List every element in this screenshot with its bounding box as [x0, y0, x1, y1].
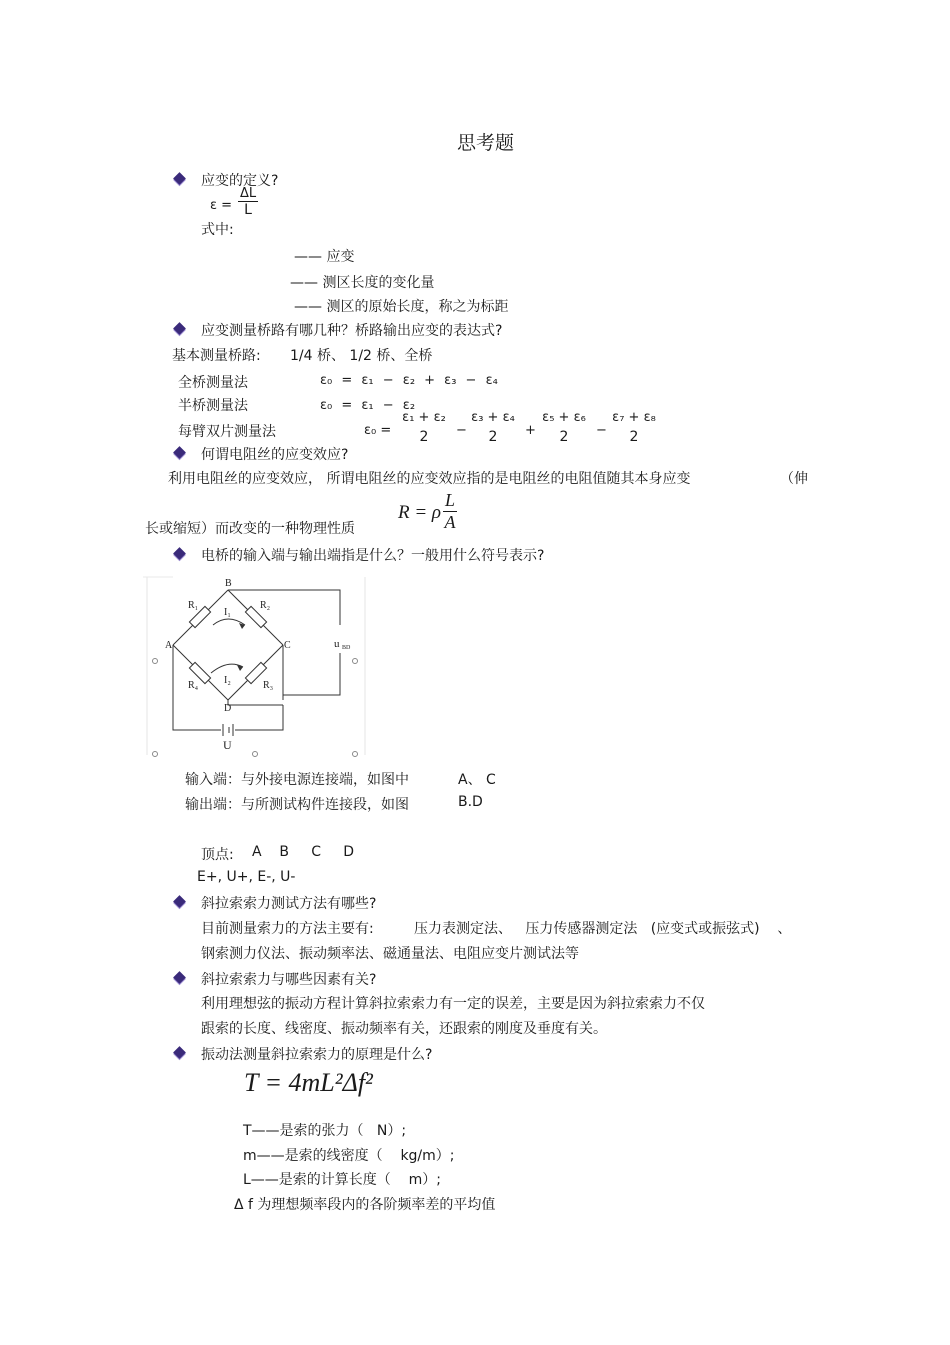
q4-vertex-label: 顶点:: [201, 847, 234, 863]
q1-fraction: [238, 186, 258, 218]
frame-handle-icon: [153, 659, 158, 664]
q1-def-1: —— 应变: [294, 249, 355, 265]
q3-numerator: L: [445, 490, 456, 510]
q1-question: 应变的定义?: [201, 173, 279, 189]
frame-handle-icon: [253, 752, 258, 757]
q2-term-numerator: ε₇ + ε₈: [612, 410, 656, 425]
q3-answer-open: （伸: [780, 471, 808, 487]
q2-full-formula: ε₀ = ε₁ − ε₂ + ε₃ − ε₄: [320, 373, 498, 388]
bullet-icon: [173, 322, 186, 335]
q2-double-term-2: [469, 410, 517, 445]
bullet-icon: [173, 1046, 186, 1059]
q7-def-df: Δ f 为理想频率段内的各阶频率差的平均值: [234, 1197, 496, 1213]
node-b-label: B: [225, 578, 232, 589]
q7-formula: T = 4mL²Δf²: [244, 1068, 373, 1097]
q1-numerator: ΔL: [240, 186, 257, 201]
q2-half-label: 半桥测量法: [178, 398, 248, 414]
resistor-r1-label: R₁: [188, 600, 199, 611]
node-c-label: C: [284, 640, 291, 651]
bridge-circuit-diagram: [143, 575, 373, 757]
bullet-icon: [173, 172, 186, 185]
q7-def-t: T——是索的张力（ N）;: [243, 1123, 407, 1139]
q2-double-op-2: +: [525, 423, 536, 438]
q2-full-label: 全桥测量法: [178, 375, 248, 391]
q3-answer-line1: 利用电阻丝的应变效应， 所谓电阻丝的应变效应指的是电阻丝的电阻值随其本身应变: [168, 471, 691, 487]
q5-line2: 钢索测力仪法、振动频率法、磁通量法、电阻应变片测试法等: [201, 946, 579, 962]
q2-double-op-1: −: [456, 423, 467, 438]
resistor-r3-label: R₃: [263, 680, 274, 691]
node-d-label: D: [224, 703, 232, 714]
q5-line1-b: 压力表测定法、 压力传感器测定法 (应变式或振弦式) 、: [414, 921, 792, 937]
q2-double-label: 每臂双片测量法: [178, 424, 276, 440]
q2-double-term-4: [610, 410, 658, 445]
q2-term-denominator: 2: [419, 429, 429, 445]
q2-double-term-1: [400, 410, 448, 445]
q2-double-lhs: ε₀ =: [364, 423, 392, 438]
q4-question: 电桥的输入端与输出端指是什么？一般用什么符号表示?: [201, 548, 545, 564]
q2-basic-label: 基本测量桥路:: [172, 348, 261, 364]
node-a-label: A: [165, 640, 173, 651]
q3-fraction: [443, 490, 457, 533]
q2-term-denominator: 2: [488, 429, 498, 445]
q6-line1: 利用理想弦的振动方程计算斜拉索索力有一定的误差，主要是因为斜拉索索力不仅: [201, 996, 705, 1012]
q2-term-numerator: ε₅ + ε₆: [542, 410, 586, 425]
q1-formula-lhs: ε =: [210, 198, 233, 213]
frame-handle-icon: [353, 752, 358, 757]
q2-term-numerator: ε₁ + ε₂: [402, 410, 446, 425]
q3-answer-line2: 长或缩短）而改变的一种物理性质: [145, 521, 355, 537]
frame-handle-icon: [153, 752, 158, 757]
q5-line1-a: 目前测量索力的方法主要有:: [201, 921, 374, 937]
bullet-icon: [173, 895, 186, 908]
q2-term-numerator: ε₃ + ε₄: [471, 410, 515, 425]
q2-question: 应变测量桥路有哪几种？桥路输出应变的表达式?: [201, 323, 503, 339]
bullet-icon: [173, 547, 186, 560]
q7-question: 振动法测量斜拉索索力的原理是什么?: [201, 1047, 433, 1063]
q3-formula-lhs: R = ρ: [398, 502, 442, 523]
q4-vertex-value: A B C D: [252, 844, 355, 860]
q7-def-m: m——是索的线密度（ kg/m）;: [243, 1148, 455, 1164]
bullet-icon: [173, 446, 186, 459]
frame-handle-icon: [353, 659, 358, 664]
q3-question: 何谓电阻丝的应变效应?: [201, 447, 349, 463]
q5-question: 斜拉索索力测试方法有哪些?: [201, 896, 377, 912]
q4-signs: E+, U+, E-, U-: [197, 869, 296, 885]
q2-term-denominator: 2: [629, 429, 639, 445]
q4-output-value: B.D: [458, 794, 483, 810]
q2-double-op-3: −: [596, 423, 607, 438]
current-i2-label: I₂: [224, 675, 231, 686]
q7-def-l: L——是索的计算长度（ m）;: [243, 1172, 441, 1188]
q4-input-value: A、 C: [458, 772, 496, 788]
current-i1-label: I₁: [224, 607, 231, 618]
q4-output-label: 输出端：与所测试构件连接段，如图: [185, 797, 409, 813]
q6-question: 斜拉索索力与哪些因素有关?: [201, 972, 377, 988]
q2-double-term-3: [540, 410, 588, 445]
q4-input-label: 输入端：与外接电源连接端，如图中: [185, 772, 409, 788]
q2-term-denominator: 2: [559, 429, 569, 445]
q2-basic-value: 1/4 桥、 1/2 桥、全桥: [290, 348, 433, 364]
bullet-icon: [173, 971, 186, 984]
resistor-r2-label: R₂: [260, 600, 271, 611]
page-title: 思考题: [457, 132, 515, 154]
q1-shizhong: 式中:: [201, 222, 234, 238]
output-voltage-subscript: BD: [342, 645, 351, 651]
output-voltage-label: u: [334, 638, 340, 650]
q3-denominator: A: [444, 512, 456, 532]
q1-def-2: —— 测区长度的变化量: [290, 275, 435, 291]
supply-voltage-label: U: [223, 738, 232, 752]
q1-denominator: L: [244, 202, 252, 218]
resistor-r4-label: R₄: [188, 680, 199, 691]
q6-line2: 跟索的长度、线密度、振动频率有关，还跟索的刚度及垂度有关。: [201, 1021, 607, 1037]
q1-def-3: —— 测区的原始长度，称之为标距: [294, 299, 509, 315]
q2-half-formula: ε₀ = ε₁ − ε₂: [320, 398, 416, 413]
